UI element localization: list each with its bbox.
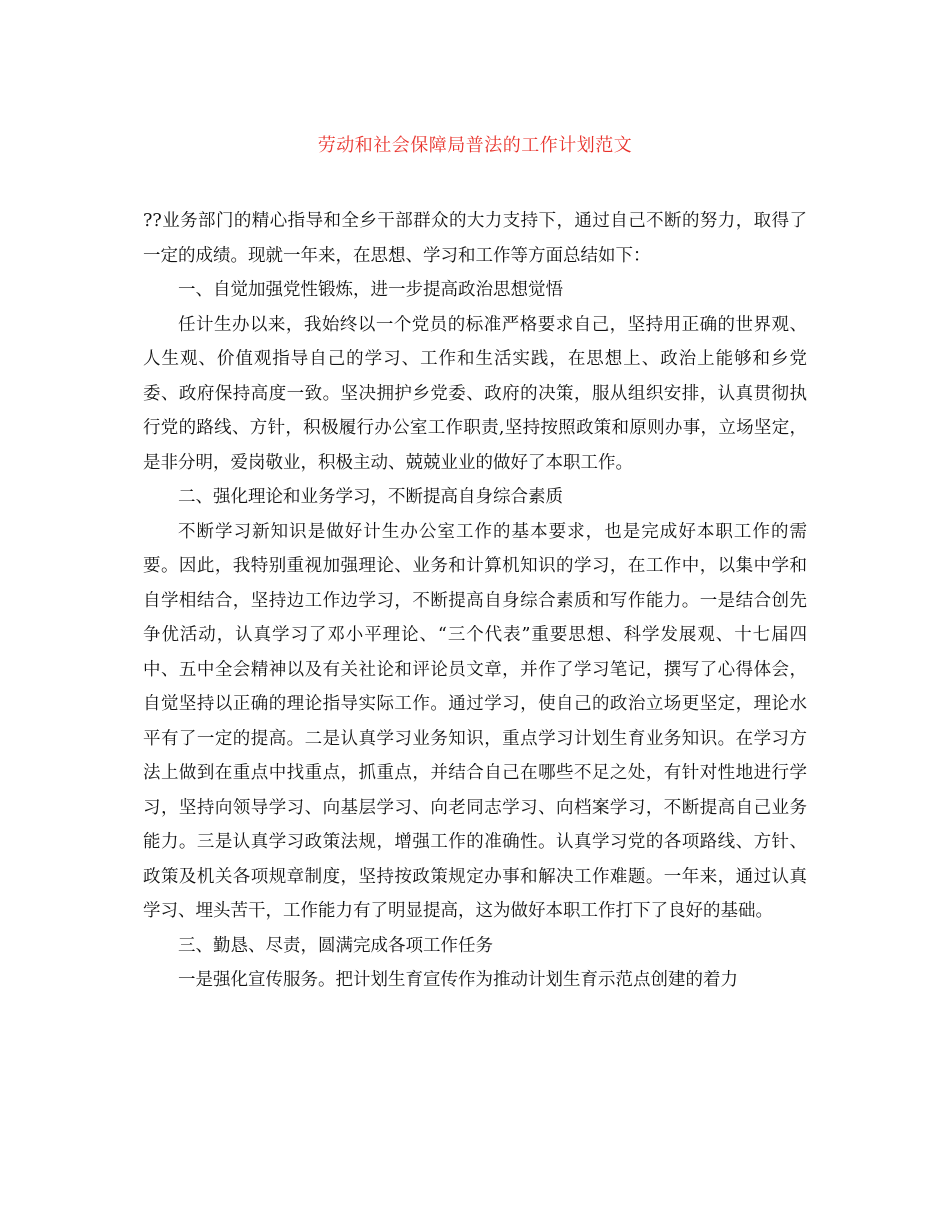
document-title: 劳动和社会保障局普法的工作计划范文	[317, 135, 633, 156]
document-body	[143, 204, 807, 998]
section-heading-2: 二、强化理论和业务学习，不断提高自身综合素质	[178, 487, 563, 507]
section-heading-1: 一、自觉加强党性锻炼，进一步提高政治思想觉悟	[178, 280, 563, 300]
section-heading-3: 三、勤恳、尽责，圆满完成各项工作任务	[178, 935, 493, 956]
paragraph-section-2: 不断学习新知识是做好计生办公室工作的基本要求，也是完成好本职工作的需要。因此，我特别重视加强理论、业务和计算机知识的学习，在工作中，以集中学和自学相结合，坚持边工作边学习，不断提高自身综合素质和写作能力。一是结合创先争优活动，认真学习了邓小平理论、“三个代表”重要思想、科学发展观、十七届四中、五中全会精神以及有关社论和评论员文章，并作了学习笔记，撰写了心得体会，自觉坚持以正确的理论指导实际工作。通过学习，使自己的政治立场更坚定，理论水平有了一定的提高。二是认真学习业务知识，重点学习计划生育业务知识。在学习方法上做到在重点中找重点，抓重点，并结合自己在哪些不足之处，有针对性地进行学习，坚持向领导学习、向基层学习、向老同志学习、向档案学习，不断提高自己业务能力。三是认真学习政策法规，增强工作的准确性。认真学习党的各项路线、方针、政策及机关各项规章制度，坚持按政策规定办事和解决工作难题。一年来，通过认真学习、埋头苦干，工作能力有了明显提高，这为做好本职工作打下了良好的基础。	[143, 521, 807, 921]
paragraph-section-1: 任计生办以来，我始终以一个党员的标准严格要求自己，坚持用正确的世界观、人生观、价值观指导自己的学习、工作和生活实践，在思想上、政治上能够和乡党委、政府保持高度一致。坚决拥护乡党委、政府的决策，服从组织安排，认真贯彻执行党的路线、方针，积极履行办公室工作职责,坚持按照政策和原则办事，立场坚定，是非分明，爱岗敬业，积极主动、兢兢业业的做好了本职工作。	[143, 314, 807, 473]
paragraph-intro: ??业务部门的精心指导和全乡干部群众的大力支持下，通过自己不断的努力，取得了一定的成绩。现就一年来，在思想、学习和工作等方面总结如下：	[143, 211, 807, 266]
paragraph-section-3: 一是强化宣传服务。把计划生育宣传作为推动计划生育示范点创建的着力	[178, 970, 738, 990]
